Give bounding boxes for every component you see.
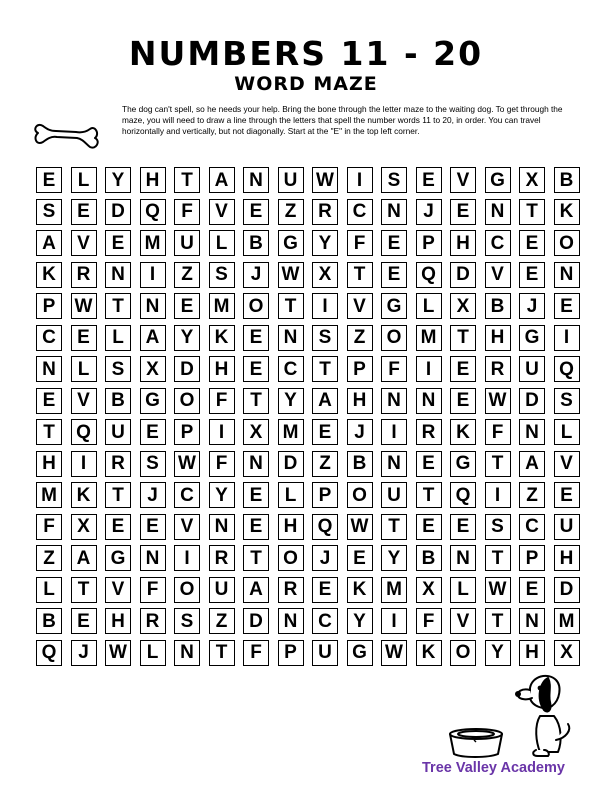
maze-cell[interactable]: E <box>140 514 166 540</box>
maze-cell[interactable]: U <box>312 640 338 666</box>
maze-cell[interactable]: C <box>519 514 545 540</box>
maze-cell[interactable]: M <box>209 293 235 319</box>
maze-cell[interactable]: L <box>554 419 580 445</box>
maze-cell[interactable]: N <box>381 388 407 414</box>
maze-cell[interactable]: B <box>243 230 269 256</box>
maze-cell[interactable]: V <box>450 608 476 634</box>
maze-cell[interactable]: I <box>209 419 235 445</box>
maze-cell[interactable]: T <box>312 356 338 382</box>
maze-cell[interactable]: O <box>347 482 373 508</box>
maze-cell[interactable]: D <box>243 608 269 634</box>
maze-cell[interactable]: B <box>485 293 511 319</box>
maze-cell[interactable]: M <box>278 419 304 445</box>
maze-cell[interactable]: Q <box>416 262 442 288</box>
maze-cell[interactable]: N <box>105 262 131 288</box>
maze-cell[interactable]: O <box>243 293 269 319</box>
maze-cell[interactable]: S <box>140 451 166 477</box>
maze-cell[interactable]: V <box>450 167 476 193</box>
maze-cell[interactable]: R <box>312 199 338 225</box>
maze-cell[interactable]: Z <box>174 262 200 288</box>
maze-cell[interactable]: Y <box>347 608 373 634</box>
maze-cell[interactable]: Y <box>105 167 131 193</box>
maze-cell[interactable]: R <box>140 608 166 634</box>
maze-cell[interactable]: G <box>347 640 373 666</box>
maze-cell[interactable]: Y <box>312 230 338 256</box>
maze-cell[interactable]: J <box>519 293 545 319</box>
maze-cell[interactable]: T <box>519 199 545 225</box>
maze-cell[interactable]: N <box>243 451 269 477</box>
maze-cell[interactable]: Y <box>381 545 407 571</box>
instructions-text: The dog can't spell, so he needs your help. Bring the bone through the letter maze to the waiting dog. To get through the maze, you will need to draw a line through the letters that spell the number words 11 to 20, in order. You can travel horizontally and vertically, but not diagonally. Start at the "E" in the top left corner. <box>122 104 563 137</box>
maze-cell[interactable]: S <box>381 167 407 193</box>
maze-cell[interactable]: Y <box>174 325 200 351</box>
maze-cell[interactable]: M <box>381 577 407 603</box>
maze-cell[interactable]: A <box>140 325 166 351</box>
maze-cell[interactable]: V <box>554 451 580 477</box>
maze-cell[interactable]: U <box>381 482 407 508</box>
maze-cell[interactable]: J <box>312 545 338 571</box>
maze-cell[interactable]: O <box>174 388 200 414</box>
maze-cell[interactable]: D <box>105 199 131 225</box>
maze-cell[interactable]: T <box>243 545 269 571</box>
maze-cell[interactable]: Z <box>519 482 545 508</box>
maze-cell[interactable]: T <box>174 167 200 193</box>
maze-cell[interactable]: G <box>485 167 511 193</box>
maze-cell[interactable]: B <box>554 167 580 193</box>
maze-cell[interactable]: O <box>174 577 200 603</box>
maze-cell[interactable]: L <box>209 230 235 256</box>
maze-cell[interactable]: J <box>140 482 166 508</box>
maze-cell[interactable]: L <box>105 325 131 351</box>
maze-cell[interactable]: Q <box>71 419 97 445</box>
maze-cell[interactable]: Q <box>36 640 62 666</box>
maze-cell[interactable]: X <box>312 262 338 288</box>
maze-cell[interactable]: W <box>485 577 511 603</box>
maze-cell[interactable]: T <box>485 545 511 571</box>
maze-cell[interactable]: N <box>485 199 511 225</box>
maze-cell[interactable]: J <box>416 199 442 225</box>
maze-cell[interactable]: U <box>105 419 131 445</box>
maze-cell[interactable]: W <box>71 293 97 319</box>
maze-cell[interactable]: G <box>278 230 304 256</box>
maze-cell[interactable]: C <box>278 356 304 382</box>
maze-cell[interactable]: N <box>243 167 269 193</box>
maze-cell[interactable]: O <box>381 325 407 351</box>
maze-cell[interactable]: N <box>450 545 476 571</box>
maze-cell[interactable]: H <box>209 356 235 382</box>
maze-cell[interactable]: E <box>347 545 373 571</box>
maze-cell[interactable]: E <box>554 293 580 319</box>
brand-footer: Tree Valley Academy <box>422 760 565 776</box>
maze-cell[interactable]: V <box>174 514 200 540</box>
maze-cell[interactable]: F <box>381 356 407 382</box>
maze-cell[interactable]: K <box>209 325 235 351</box>
maze-cell[interactable]: X <box>71 514 97 540</box>
maze-cell[interactable]: U <box>519 356 545 382</box>
maze-cell[interactable]: E <box>416 514 442 540</box>
maze-cell[interactable]: P <box>312 482 338 508</box>
maze-cell[interactable]: Y <box>278 388 304 414</box>
maze-cell[interactable]: S <box>485 514 511 540</box>
maze-cell[interactable]: I <box>312 293 338 319</box>
maze-cell[interactable]: Z <box>209 608 235 634</box>
maze-cell[interactable]: Z <box>312 451 338 477</box>
maze-cell[interactable]: F <box>140 577 166 603</box>
maze-cell[interactable]: N <box>36 356 62 382</box>
maze-cell[interactable]: K <box>71 482 97 508</box>
maze-cell[interactable]: H <box>519 640 545 666</box>
maze-cell[interactable]: L <box>450 577 476 603</box>
maze-cell[interactable]: X <box>554 640 580 666</box>
maze-cell[interactable]: R <box>209 545 235 571</box>
maze-cell[interactable]: T <box>209 640 235 666</box>
maze-cell[interactable]: F <box>209 388 235 414</box>
maze-cell[interactable]: S <box>105 356 131 382</box>
maze-cell[interactable]: E <box>243 199 269 225</box>
maze-cell[interactable]: A <box>519 451 545 477</box>
maze-cell[interactable]: T <box>243 388 269 414</box>
maze-cell[interactable]: S <box>312 325 338 351</box>
maze-cell[interactable]: A <box>209 167 235 193</box>
maze-cell[interactable]: H <box>105 608 131 634</box>
maze-cell[interactable]: N <box>519 419 545 445</box>
maze-cell[interactable]: H <box>554 545 580 571</box>
maze-cell[interactable]: W <box>312 167 338 193</box>
maze-cell[interactable]: S <box>174 608 200 634</box>
maze-cell[interactable]: B <box>347 451 373 477</box>
maze-cell[interactable]: C <box>312 608 338 634</box>
maze-cell[interactable]: K <box>36 262 62 288</box>
maze-cell[interactable]: Q <box>554 356 580 382</box>
maze-cell[interactable]: C <box>347 199 373 225</box>
maze-cell[interactable]: H <box>36 451 62 477</box>
maze-cell[interactable]: X <box>243 419 269 445</box>
maze-cell[interactable]: N <box>278 325 304 351</box>
maze-cell[interactable]: E <box>519 230 545 256</box>
maze-cell[interactable]: N <box>381 451 407 477</box>
maze-cell[interactable]: T <box>485 608 511 634</box>
maze-cell[interactable]: I <box>381 419 407 445</box>
maze-cell[interactable]: V <box>71 230 97 256</box>
maze-cell[interactable]: E <box>71 199 97 225</box>
maze-cell[interactable]: T <box>485 451 511 477</box>
maze-cell[interactable]: J <box>347 419 373 445</box>
maze-cell[interactable]: E <box>450 388 476 414</box>
maze-cell[interactable]: E <box>416 167 442 193</box>
maze-cell[interactable]: E <box>140 419 166 445</box>
maze-cell[interactable]: E <box>519 262 545 288</box>
maze-cell[interactable]: U <box>174 230 200 256</box>
maze-cell[interactable]: Z <box>347 325 373 351</box>
maze-cell[interactable]: Z <box>36 545 62 571</box>
maze-cell[interactable]: V <box>485 262 511 288</box>
maze-cell[interactable]: X <box>519 167 545 193</box>
maze-cell[interactable]: E <box>554 482 580 508</box>
maze-cell[interactable]: O <box>450 640 476 666</box>
maze-cell[interactable]: L <box>140 640 166 666</box>
maze-cell[interactable]: E <box>36 167 62 193</box>
maze-cell[interactable]: H <box>278 514 304 540</box>
maze-cell[interactable]: Y <box>209 482 235 508</box>
maze-cell[interactable]: D <box>450 262 476 288</box>
maze-cell[interactable]: I <box>140 262 166 288</box>
maze-cell[interactable]: I <box>347 167 373 193</box>
maze-cell[interactable]: N <box>140 545 166 571</box>
maze-cell[interactable]: L <box>36 577 62 603</box>
maze-cell[interactable]: X <box>450 293 476 319</box>
maze-cell[interactable]: V <box>71 388 97 414</box>
maze-cell[interactable]: N <box>416 388 442 414</box>
maze-cell[interactable]: N <box>554 262 580 288</box>
maze-cell[interactable]: K <box>347 577 373 603</box>
maze-cell[interactable]: T <box>381 514 407 540</box>
maze-cell[interactable]: G <box>381 293 407 319</box>
maze-cell[interactable]: S <box>554 388 580 414</box>
maze-cell[interactable]: J <box>71 640 97 666</box>
maze-cell[interactable]: P <box>347 356 373 382</box>
maze-cell[interactable]: Y <box>485 640 511 666</box>
maze-cell[interactable]: E <box>450 199 476 225</box>
maze-cell[interactable]: A <box>36 230 62 256</box>
maze-cell[interactable]: R <box>485 356 511 382</box>
maze-cell[interactable]: C <box>174 482 200 508</box>
maze-cell[interactable]: B <box>36 608 62 634</box>
maze-cell[interactable]: D <box>519 388 545 414</box>
maze-cell[interactable]: T <box>416 482 442 508</box>
maze-cell[interactable]: V <box>105 577 131 603</box>
maze-cell[interactable]: U <box>554 514 580 540</box>
maze-cell[interactable]: K <box>416 640 442 666</box>
maze-cell[interactable]: E <box>243 325 269 351</box>
maze-cell[interactable]: I <box>485 482 511 508</box>
maze-cell[interactable]: S <box>36 199 62 225</box>
maze-cell[interactable]: X <box>140 356 166 382</box>
maze-cell[interactable]: J <box>243 262 269 288</box>
maze-cell[interactable]: E <box>243 514 269 540</box>
maze-cell[interactable]: D <box>174 356 200 382</box>
maze-cell[interactable]: N <box>140 293 166 319</box>
maze-cell[interactable]: A <box>71 545 97 571</box>
maze-cell[interactable]: F <box>485 419 511 445</box>
maze-cell[interactable]: F <box>347 230 373 256</box>
maze-cell[interactable]: H <box>450 230 476 256</box>
maze-cell[interactable]: T <box>450 325 476 351</box>
maze-cell[interactable]: I <box>554 325 580 351</box>
dog-illustration <box>448 670 578 758</box>
maze-cell[interactable]: D <box>278 451 304 477</box>
maze-cell[interactable]: M <box>36 482 62 508</box>
maze-cell[interactable]: Z <box>278 199 304 225</box>
maze-cell[interactable]: V <box>209 199 235 225</box>
maze-cell[interactable]: H <box>485 325 511 351</box>
maze-cell[interactable]: E <box>416 451 442 477</box>
maze-cell[interactable]: M <box>554 608 580 634</box>
maze-cell[interactable]: N <box>519 608 545 634</box>
maze-cell[interactable]: N <box>174 640 200 666</box>
maze-cell[interactable]: F <box>174 199 200 225</box>
maze-cell[interactable]: E <box>71 608 97 634</box>
maze-cell[interactable]: L <box>278 482 304 508</box>
page-title: NUMBERS 11 - 20 <box>128 34 484 73</box>
maze-cell[interactable]: E <box>519 577 545 603</box>
maze-cell[interactable]: F <box>209 451 235 477</box>
maze-cell[interactable]: K <box>554 199 580 225</box>
maze-cell[interactable]: I <box>174 545 200 571</box>
maze-cell[interactable]: W <box>347 514 373 540</box>
maze-cell[interactable]: C <box>36 325 62 351</box>
maze-cell[interactable]: E <box>243 482 269 508</box>
maze-cell[interactable]: A <box>243 577 269 603</box>
maze-cell[interactable]: T <box>347 262 373 288</box>
maze-cell[interactable]: M <box>140 230 166 256</box>
bone-icon <box>33 120 99 154</box>
maze-cell[interactable]: R <box>278 577 304 603</box>
maze-cell[interactable]: I <box>381 608 407 634</box>
maze-cell[interactable]: M <box>416 325 442 351</box>
maze-cell[interactable]: E <box>174 293 200 319</box>
maze-cell[interactable]: E <box>381 230 407 256</box>
maze-cell[interactable]: W <box>485 388 511 414</box>
maze-cell[interactable]: H <box>140 167 166 193</box>
maze-cell[interactable]: U <box>209 577 235 603</box>
maze-cell[interactable]: E <box>381 262 407 288</box>
maze-cell[interactable]: I <box>71 451 97 477</box>
maze-cell[interactable]: U <box>278 167 304 193</box>
maze-cell[interactable]: W <box>174 451 200 477</box>
maze-cell[interactable]: P <box>278 640 304 666</box>
maze-cell[interactable]: P <box>519 545 545 571</box>
maze-cell[interactable]: P <box>36 293 62 319</box>
maze-cell[interactable]: X <box>416 577 442 603</box>
maze-cell[interactable]: T <box>105 293 131 319</box>
maze-cell[interactable]: A <box>312 388 338 414</box>
maze-cell[interactable]: G <box>105 545 131 571</box>
maze-cell[interactable]: E <box>243 356 269 382</box>
maze-cell[interactable]: E <box>312 577 338 603</box>
maze-cell[interactable]: L <box>416 293 442 319</box>
maze-cell[interactable]: V <box>347 293 373 319</box>
maze-cell[interactable]: E <box>450 514 476 540</box>
maze-cell[interactable]: Q <box>140 199 166 225</box>
maze-cell[interactable]: W <box>278 262 304 288</box>
maze-cell[interactable]: Q <box>450 482 476 508</box>
maze-cell[interactable]: E <box>105 514 131 540</box>
maze-cell[interactable]: Q <box>312 514 338 540</box>
maze-cell[interactable]: E <box>105 230 131 256</box>
maze-cell[interactable]: O <box>554 230 580 256</box>
maze-cell[interactable]: T <box>105 482 131 508</box>
maze-cell[interactable]: G <box>519 325 545 351</box>
maze-cell[interactable]: K <box>450 419 476 445</box>
maze-cell[interactable]: R <box>71 262 97 288</box>
maze-cell[interactable]: W <box>381 640 407 666</box>
letter-maze-grid <box>36 167 580 666</box>
maze-cell[interactable]: H <box>347 388 373 414</box>
maze-cell[interactable]: B <box>416 545 442 571</box>
maze-cell[interactable]: G <box>140 388 166 414</box>
maze-cell[interactable]: I <box>416 356 442 382</box>
maze-cell[interactable]: G <box>450 451 476 477</box>
maze-cell[interactable]: T <box>278 293 304 319</box>
maze-cell[interactable]: E <box>36 388 62 414</box>
maze-cell[interactable]: E <box>312 419 338 445</box>
maze-cell[interactable]: N <box>278 608 304 634</box>
maze-cell[interactable]: R <box>416 419 442 445</box>
maze-cell[interactable]: S <box>209 262 235 288</box>
maze-cell[interactable]: T <box>36 419 62 445</box>
maze-cell[interactable]: F <box>416 608 442 634</box>
maze-cell[interactable]: L <box>71 167 97 193</box>
maze-cell[interactable]: B <box>105 388 131 414</box>
maze-cell[interactable]: F <box>36 514 62 540</box>
maze-cell[interactable]: R <box>105 451 131 477</box>
maze-cell[interactable]: T <box>71 577 97 603</box>
maze-cell[interactable]: N <box>209 514 235 540</box>
maze-cell[interactable]: E <box>71 325 97 351</box>
maze-cell[interactable]: C <box>485 230 511 256</box>
maze-cell[interactable]: P <box>174 419 200 445</box>
maze-cell[interactable]: P <box>416 230 442 256</box>
maze-cell[interactable]: N <box>381 199 407 225</box>
maze-cell[interactable]: L <box>71 356 97 382</box>
maze-cell[interactable]: E <box>450 356 476 382</box>
maze-cell[interactable]: F <box>243 640 269 666</box>
maze-cell[interactable]: W <box>105 640 131 666</box>
maze-cell[interactable]: D <box>554 577 580 603</box>
page-subtitle: WORD MAZE <box>234 73 378 95</box>
maze-cell[interactable]: O <box>278 545 304 571</box>
